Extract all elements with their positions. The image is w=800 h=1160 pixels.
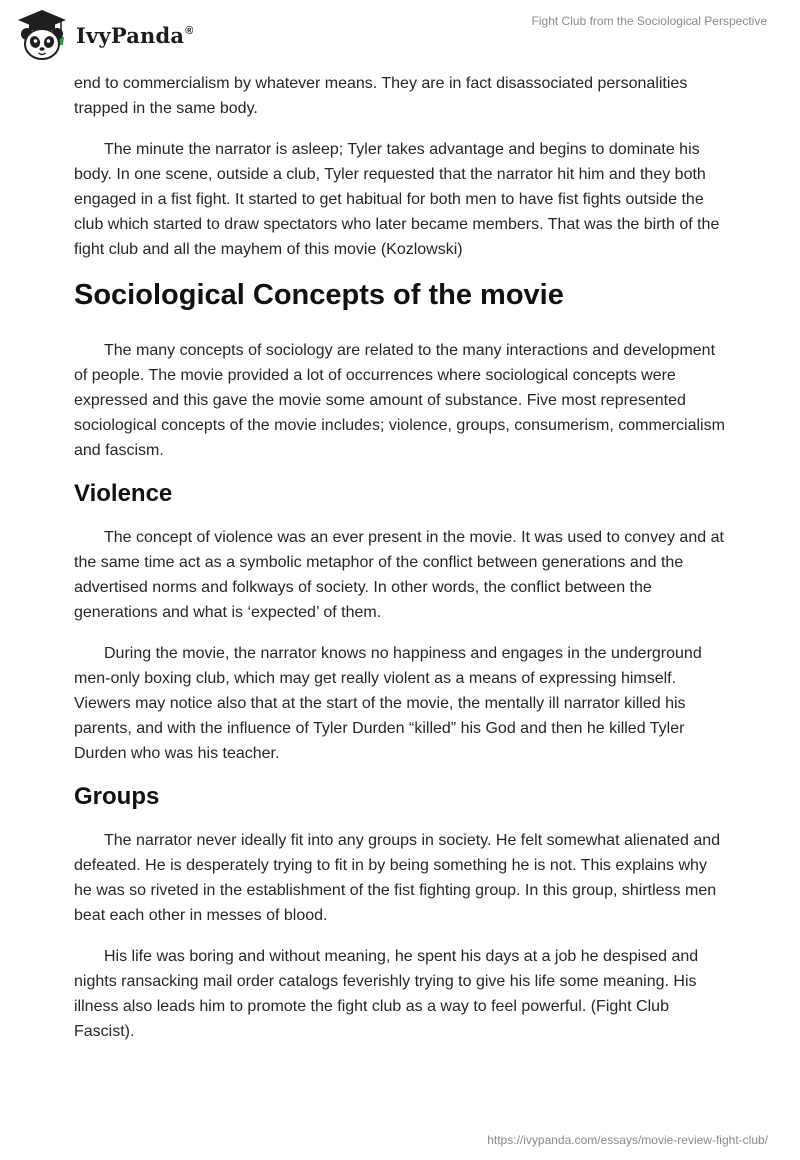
groups-heading: Groups [74,783,160,810]
violence-paragraph: During the movie, the narrator knows no happiness and engages in the underground men-only boxing club, which may get really violent as a means of expressing himself. Viewers may notice also that at the start of the movie, the mentally ill narrator killed his parents, and with the influence of Tyler Durden “killed” his God and then he killed Tyler Durden who was his teacher. [74,645,702,762]
violence-heading: Violence [74,480,173,507]
panda-graduate-icon [14,7,70,63]
section-heading: Sociological Concepts of the movie [74,279,564,311]
ivypanda-logo[interactable] [14,7,194,63]
document-title: Fight Club from the Sociological Perspective [531,14,767,28]
registered-mark: ® [185,24,194,37]
intro-paragraph-continued: end to commercialism by whatever means. They are in fact disassociated personalities trapped in the same body. [74,75,688,117]
violence-paragraph: The concept of violence was an ever present in the movie. It was used to convey and at the same time act as a symbolic metaphor of the conflict between generations and the advertised norms and folkways of society. In other words, the conflict between the generations and what is ‘expected’ of them. [74,529,724,621]
groups-paragraph: The narrator never ideally fit into any groups in society. He felt somewhat alienated and defeated. He is desperately trying to fit in by being something he is not. This explains why he was so riveted in the establishment of the fist fighting group. In this group, shirtless men beat each other in messes of blood. [74,832,721,924]
source-url[interactable]: https://ivypanda.com/essays/movie-review-fight-club/ [487,1133,768,1147]
page-header [0,0,800,70]
brand-name: IvyPanda® [76,22,194,48]
groups-paragraph: His life was boring and without meaning, he spent his days at a job he despised and nights ransacking mail order catalogs feverishly trying to give his life some meaning. His illness also leads him to promote the fight club as a way to feel powerful. (Fight Club Fascist). [74,948,699,1040]
section-paragraph: The many concepts of sociology are related to the many interactions and development of people. The movie provided a lot of occurrences where sociological concepts were expressed and this gave the movie some amount of substance. Five most represented sociological concepts of the movie includes; violence, groups, consumerism, commercialism and fascism. [74,342,725,459]
essay-content [74,71,728,1060]
intro-paragraph: The minute the narrator is asleep; Tyler takes advantage and begins to dominate his body. In one scene, outside a club, Tyler requested that the narrator hit him and they both engaged in a fist fight. It started to get habitual for both men to have fist fights outside the club which started to draw spectators who later became members. That was the birth of the fight club and all the mayhem of this movie (Kozlowski) [74,141,720,258]
